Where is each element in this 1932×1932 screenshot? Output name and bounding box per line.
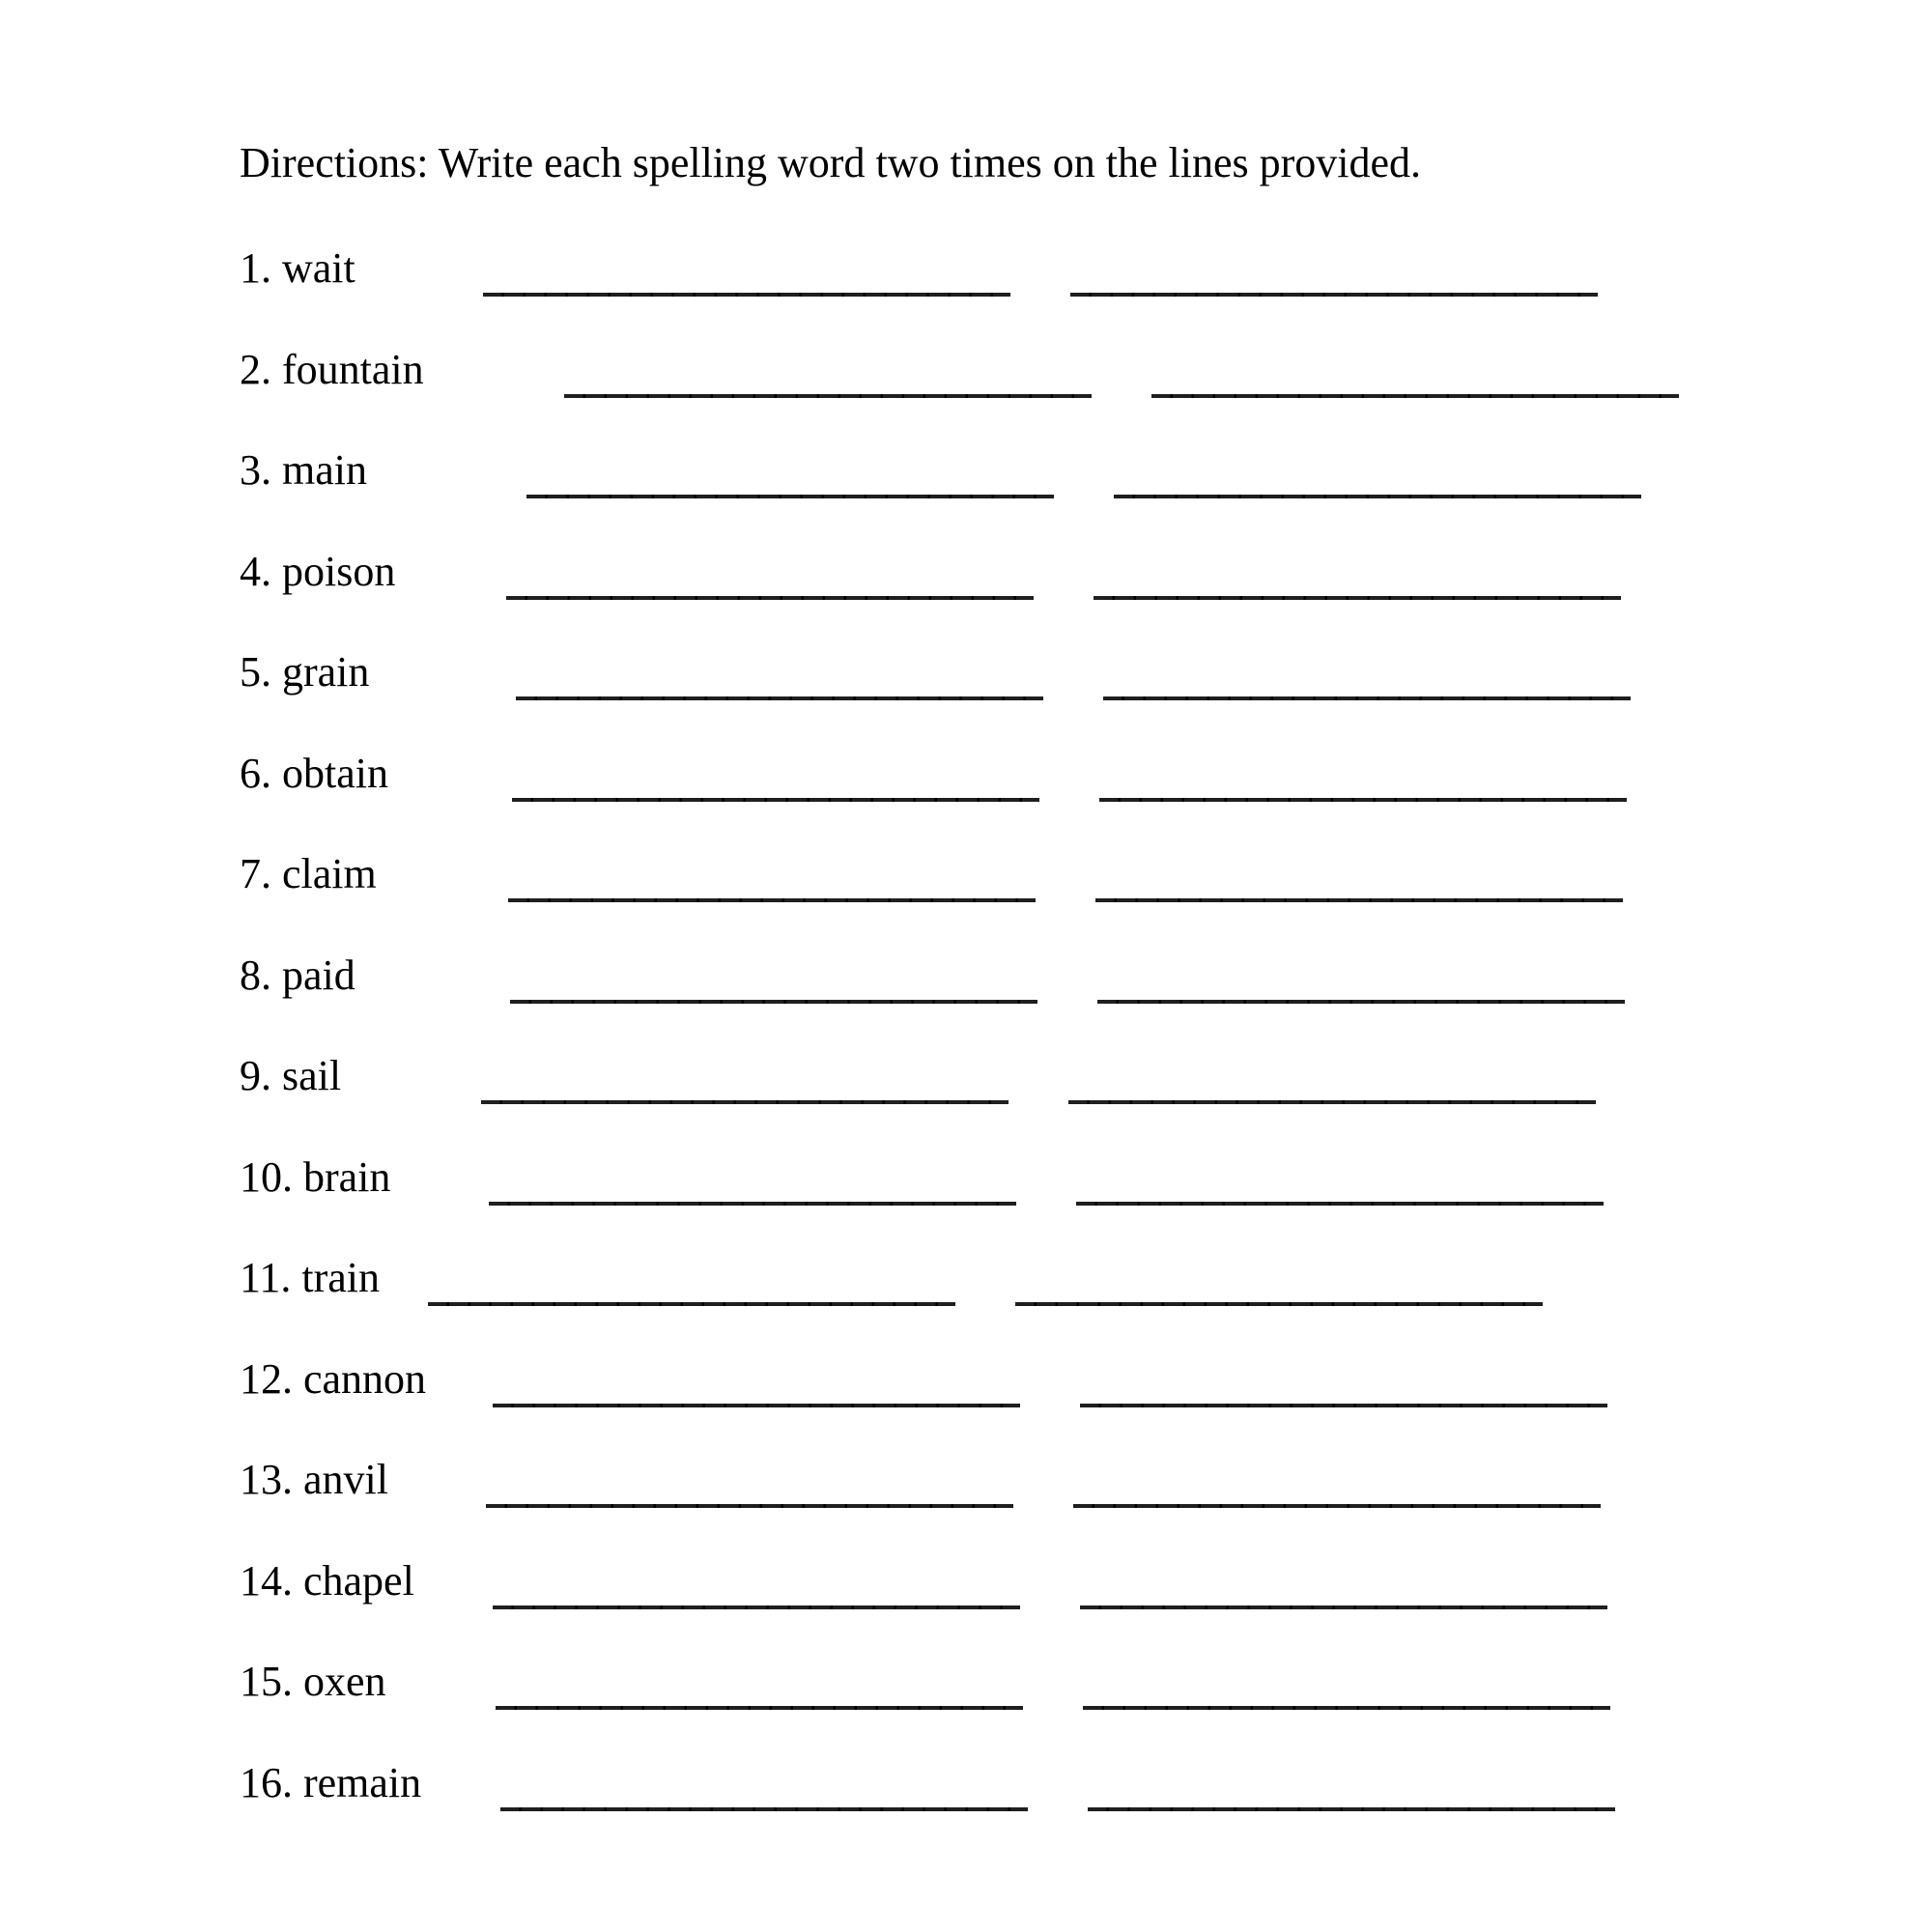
answer-blank-line[interactable]	[1103, 696, 1631, 700]
spelling-word-label: 10. brain	[240, 1153, 391, 1201]
answer-blank-line[interactable]	[493, 1404, 1020, 1407]
spelling-row	[0, 1355, 1932, 1459]
answer-blank-line[interactable]	[1094, 596, 1621, 600]
answer-blank-line[interactable]	[493, 1605, 1020, 1609]
spelling-row	[0, 648, 1932, 752]
spelling-row	[0, 1456, 1932, 1559]
spelling-word-label: 9. sail	[240, 1052, 342, 1099]
spelling-word-label: 15. oxen	[240, 1658, 386, 1705]
answer-blank-line[interactable]	[428, 1302, 955, 1306]
answer-blank-line[interactable]	[512, 798, 1039, 802]
spelling-row	[0, 244, 1932, 348]
answer-blank-line[interactable]	[516, 696, 1043, 700]
spelling-word-label: 3. main	[240, 446, 367, 494]
answer-blank-line[interactable]	[1080, 1605, 1607, 1609]
spelling-word-label: 5. grain	[240, 648, 370, 696]
answer-blank-line[interactable]	[1151, 394, 1679, 398]
spelling-row	[0, 346, 1932, 449]
answer-blank-line[interactable]	[1095, 898, 1623, 902]
answer-blank-line[interactable]	[1083, 1706, 1610, 1710]
spelling-row	[0, 1153, 1932, 1257]
answer-blank-line[interactable]	[1080, 1404, 1607, 1407]
answer-blank-line[interactable]	[526, 495, 1054, 498]
directions-text: Directions: Write each spelling word two times on the lines provided.	[240, 139, 1422, 186]
spelling-row	[0, 1052, 1932, 1155]
spelling-row	[0, 1557, 1932, 1661]
spelling-word-label: 1. wait	[240, 244, 355, 292]
spelling-word-label: 6. obtain	[240, 750, 388, 797]
answer-blank-line[interactable]	[1068, 1100, 1596, 1104]
spelling-row	[0, 1658, 1932, 1761]
answer-blank-line[interactable]	[1015, 1302, 1543, 1306]
spelling-word-label: 4. poison	[240, 548, 396, 595]
spelling-row	[0, 446, 1932, 550]
spelling-word-label: 16. remain	[240, 1759, 422, 1806]
spelling-row	[0, 1759, 1932, 1862]
answer-blank-line[interactable]	[486, 1504, 1013, 1508]
answer-blank-line[interactable]	[1073, 1504, 1601, 1508]
answer-blank-line[interactable]	[508, 898, 1036, 902]
answer-blank-line[interactable]	[510, 1000, 1037, 1004]
answer-blank-line[interactable]	[506, 596, 1034, 600]
spelling-word-label: 12. cannon	[240, 1355, 427, 1403]
spelling-row	[0, 1254, 1932, 1357]
answer-blank-line[interactable]	[1099, 798, 1627, 802]
spelling-row	[0, 750, 1932, 853]
spelling-row	[0, 954, 1932, 1055]
answer-blank-line[interactable]	[496, 1706, 1023, 1710]
spelling-word-label: 11. train	[240, 1254, 380, 1301]
spelling-word-label: 14. chapel	[240, 1557, 414, 1605]
spelling-row	[0, 850, 1932, 953]
answer-blank-line[interactable]	[1114, 495, 1641, 498]
answer-blank-line[interactable]	[1070, 293, 1598, 297]
answer-blank-line[interactable]	[483, 293, 1010, 297]
spelling-word-label: 7. claim	[240, 850, 377, 897]
answer-blank-line[interactable]	[500, 1807, 1028, 1811]
answer-blank-line[interactable]	[1097, 1000, 1625, 1004]
answer-blank-line[interactable]	[489, 1202, 1016, 1206]
spelling-row	[0, 548, 1932, 651]
answer-blank-line[interactable]	[481, 1100, 1009, 1104]
spelling-word-label: 2. fountain	[240, 346, 424, 393]
spelling-word-label: 13. anvil	[240, 1456, 388, 1503]
answer-blank-line[interactable]	[1088, 1807, 1615, 1811]
spelling-word-label: 8. paid	[240, 952, 355, 999]
answer-blank-line[interactable]	[1076, 1202, 1604, 1206]
answer-blank-line[interactable]	[564, 394, 1092, 398]
